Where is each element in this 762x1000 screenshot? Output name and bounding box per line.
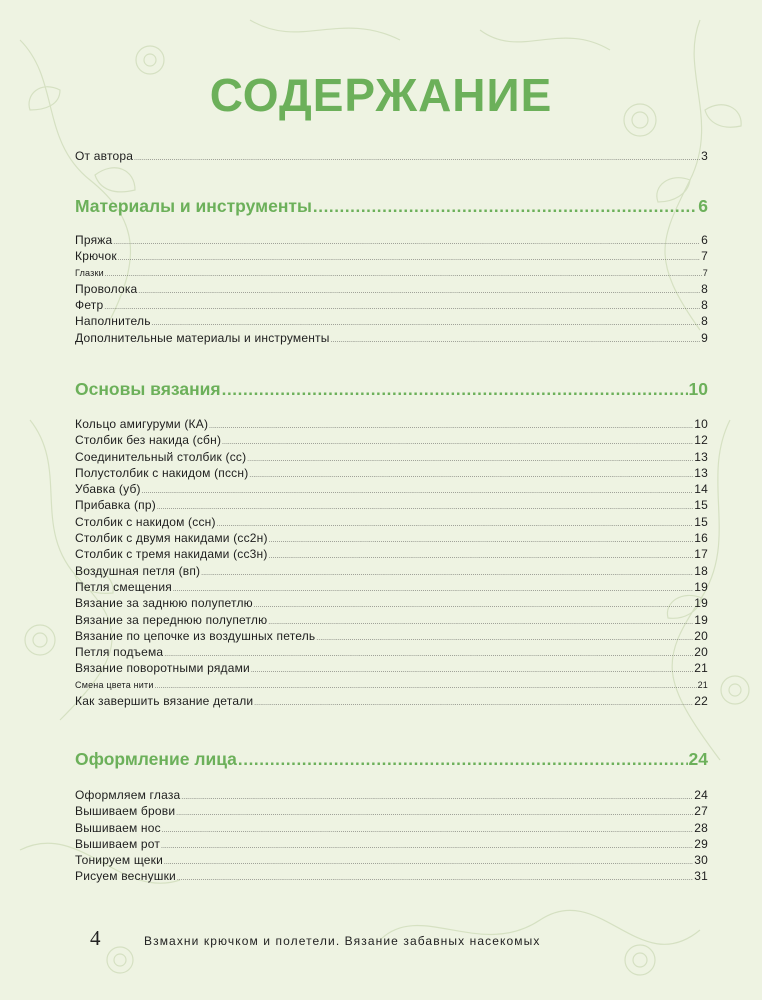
toc-entry[interactable]: [75, 852, 708, 868]
toc-entry[interactable]: [75, 465, 708, 481]
toc-entry[interactable]: [75, 803, 708, 819]
toc-entry[interactable]: [75, 497, 708, 513]
toc-section-page: 6: [698, 196, 708, 216]
toc-entry[interactable]: [75, 836, 708, 852]
toc-leader: [331, 333, 701, 346]
toc-entry-page: 20: [694, 645, 708, 660]
toc-entry-page: 12: [694, 433, 708, 448]
toc-section-page: 24: [688, 749, 708, 769]
toc-entry-label: Дополнительные материалы и инструменты: [75, 330, 330, 345]
toc-entry-page: 14: [694, 482, 708, 497]
toc-section-label: Материалы и инструменты: [75, 196, 312, 216]
toc-leader: [105, 267, 702, 281]
toc-entry[interactable]: [75, 449, 708, 465]
toc-leader: [209, 419, 693, 432]
toc-leader: [177, 871, 693, 884]
toc-entry[interactable]: [75, 297, 708, 313]
toc-section-materials: [75, 193, 708, 219]
toc-entry-label: Кольцо амигуруми (КА): [75, 417, 209, 431]
toc-entry-page: 18: [694, 563, 708, 578]
toc-entry[interactable]: [75, 481, 708, 497]
toc-entry-label: Вязание за заднюю полупетлю: [75, 596, 253, 611]
toc-entry-page: 21: [694, 661, 708, 676]
toc-section-face: [75, 746, 708, 772]
toc-entry-label: Вязание за переднюю полупетлю: [75, 612, 268, 627]
toc-entry-page: 7: [701, 249, 708, 264]
toc-entry-page: 6: [701, 233, 708, 247]
toc-entry[interactable]: [75, 148, 708, 164]
toc-entry[interactable]: [75, 248, 708, 264]
toc-entry-page: 13: [694, 449, 708, 464]
toc-entry-label: От автора: [75, 149, 134, 163]
toc-entry-label: Тонируем щеки: [75, 853, 164, 868]
toc-leader: [157, 500, 693, 513]
toc-leader: [269, 549, 694, 562]
toc-leader: [247, 452, 693, 465]
toc-entry-page: 30: [694, 853, 708, 868]
toc-entry-page: 17: [694, 547, 708, 562]
toc-entry-label: Петля смещения: [75, 579, 172, 594]
toc-leader: [222, 435, 693, 448]
toc-leader: [181, 790, 693, 803]
toc-entry[interactable]: [75, 612, 708, 628]
toc-entry-label: Вязание поворотными рядами: [75, 661, 250, 676]
toc-entry-page: 31: [694, 869, 708, 884]
toc-entry-label: Столбик с двумя накидами (сс2н): [75, 531, 268, 546]
toc-entry-label: Пряжа: [75, 233, 113, 247]
toc-entry[interactable]: [75, 563, 708, 579]
toc-entry-page: 13: [694, 465, 708, 480]
toc-leader: [113, 235, 700, 248]
toc-leader: [269, 533, 694, 546]
toc-entry-label: Смена цвета нити: [75, 679, 154, 690]
toc-leader: [176, 806, 693, 819]
toc-entry-label: Вышиваем брови: [75, 804, 176, 819]
toc-entry[interactable]: [75, 644, 708, 660]
toc-entry-page: 29: [694, 836, 708, 851]
toc-entry-page: 7: [702, 267, 708, 278]
toc-leader: [164, 647, 693, 660]
toc-entry[interactable]: [75, 693, 708, 709]
toc-entry[interactable]: [75, 820, 708, 836]
toc-entry-label: Как завершить вязание детали: [75, 694, 254, 709]
toc-entry-label: Столбик с накидом (ссн): [75, 514, 216, 529]
toc-entry-page: 9: [701, 330, 708, 345]
toc-section-heading[interactable]: [75, 746, 708, 772]
toc-entry-label: Оформляем глаза: [75, 788, 181, 802]
toc-entry-page: 27: [694, 804, 708, 819]
toc-entry[interactable]: [75, 432, 708, 448]
toc-entry[interactable]: [75, 313, 708, 329]
toc-leader: [254, 598, 693, 611]
page-number: 4: [90, 926, 101, 950]
toc-leader: [142, 484, 694, 497]
toc-entry[interactable]: [75, 530, 708, 546]
toc-leader: [217, 517, 694, 530]
toc-section-label: Оформление лица: [75, 749, 237, 769]
toc-entry-page: 3: [701, 149, 708, 163]
toc-entry[interactable]: [75, 787, 708, 803]
toc-entry-page: 28: [694, 820, 708, 835]
toc-entry-page: 8: [701, 281, 708, 296]
toc-entry-label: Полустолбик с накидом (пссн): [75, 465, 249, 480]
toc-leader: [249, 468, 693, 481]
toc-entry[interactable]: [75, 281, 708, 297]
toc-leader: [251, 663, 693, 676]
toc-entry-label: Проволока: [75, 281, 138, 296]
toc-leader: [173, 582, 693, 595]
toc-entry-page: 10: [694, 417, 708, 431]
toc-entry-page: 19: [694, 579, 708, 594]
toc-section-heading[interactable]: [75, 376, 708, 402]
toc-leader: [254, 696, 693, 709]
toc-entry[interactable]: [75, 546, 708, 562]
toc-intro: [75, 148, 708, 164]
toc-entry-label: Петля подъема: [75, 645, 164, 660]
book-title: Взмахни крючком и полетели. Вязание забавных насекомых: [144, 934, 541, 948]
toc-entry-label: Столбик без накида (сбн): [75, 433, 222, 448]
toc-entry-page: 19: [694, 612, 708, 627]
toc-entry[interactable]: [75, 330, 708, 346]
toc-list-basics: [75, 416, 708, 709]
toc-leader: [134, 151, 700, 164]
toc-leader: [316, 631, 693, 644]
toc-leader: [161, 839, 693, 852]
toc-entry-label: Прибавка (пр): [75, 498, 156, 513]
toc-entry[interactable]: [75, 232, 708, 248]
toc-entry-page: 8: [701, 298, 708, 313]
toc-leader: [164, 855, 693, 868]
toc-leader: [238, 747, 688, 772]
page-title: СОДЕРЖАНИЕ: [209, 69, 553, 121]
toc-entry[interactable]: [75, 660, 708, 676]
toc-entry[interactable]: [75, 868, 708, 884]
toc-entry-page: 21: [697, 679, 708, 690]
toc-entry-label: Убавка (уб): [75, 482, 141, 497]
toc-leader: [155, 679, 697, 693]
toc-entry-page: 20: [694, 628, 708, 643]
toc-entry-page: 8: [701, 314, 708, 329]
toc-entry[interactable]: [75, 579, 708, 595]
toc-entry-page: 22: [694, 694, 708, 709]
toc-leader: [152, 316, 700, 329]
toc-leader: [222, 377, 688, 402]
toc-entry-page: 15: [694, 498, 708, 513]
toc-section-basics: [75, 376, 708, 402]
toc-entry-label: Соединительный столбик (сс): [75, 449, 247, 464]
toc-list-materials: [75, 232, 708, 346]
toc-section-heading[interactable]: [75, 193, 708, 219]
toc-entry-label: Вышиваем рот: [75, 836, 161, 851]
toc-entry-label: Наполнитель: [75, 314, 151, 329]
toc-entry[interactable]: [75, 595, 708, 611]
toc-entry-page: 16: [694, 531, 708, 546]
toc-list-face: [75, 787, 708, 885]
toc-entry-label: Крючок: [75, 249, 117, 264]
toc-entry-label: Глазки: [75, 267, 104, 278]
toc-entry-label: Фетр: [75, 298, 104, 313]
toc-entry[interactable]: [75, 677, 708, 693]
toc-entry[interactable]: [75, 416, 708, 432]
toc-entry[interactable]: [75, 628, 708, 644]
toc-entry[interactable]: [75, 265, 708, 281]
toc-leader: [118, 251, 700, 264]
toc-entry-page: 15: [694, 514, 708, 529]
toc-leader: [268, 615, 693, 628]
toc-section-label: Основы вязания: [75, 379, 221, 399]
toc-leader: [138, 284, 700, 297]
toc-section-page: 10: [688, 379, 708, 399]
toc-entry-label: Воздушная петля (вп): [75, 563, 201, 578]
toc-entry-page: 19: [694, 596, 708, 611]
toc-leader: [104, 300, 700, 313]
toc-leader: [201, 566, 693, 579]
toc-leader: [313, 194, 697, 219]
toc-entry-label: Вязание по цепочке из воздушных петель: [75, 628, 316, 643]
toc-entry[interactable]: [75, 514, 708, 530]
toc-entry-page: 24: [694, 788, 708, 802]
toc-entry-label: Рисуем веснушки: [75, 869, 176, 884]
toc-leader: [162, 823, 693, 836]
toc-entry-label: Вышиваем нос: [75, 820, 161, 835]
toc-entry-label: Столбик с тремя накидами (сс3н): [75, 547, 268, 562]
